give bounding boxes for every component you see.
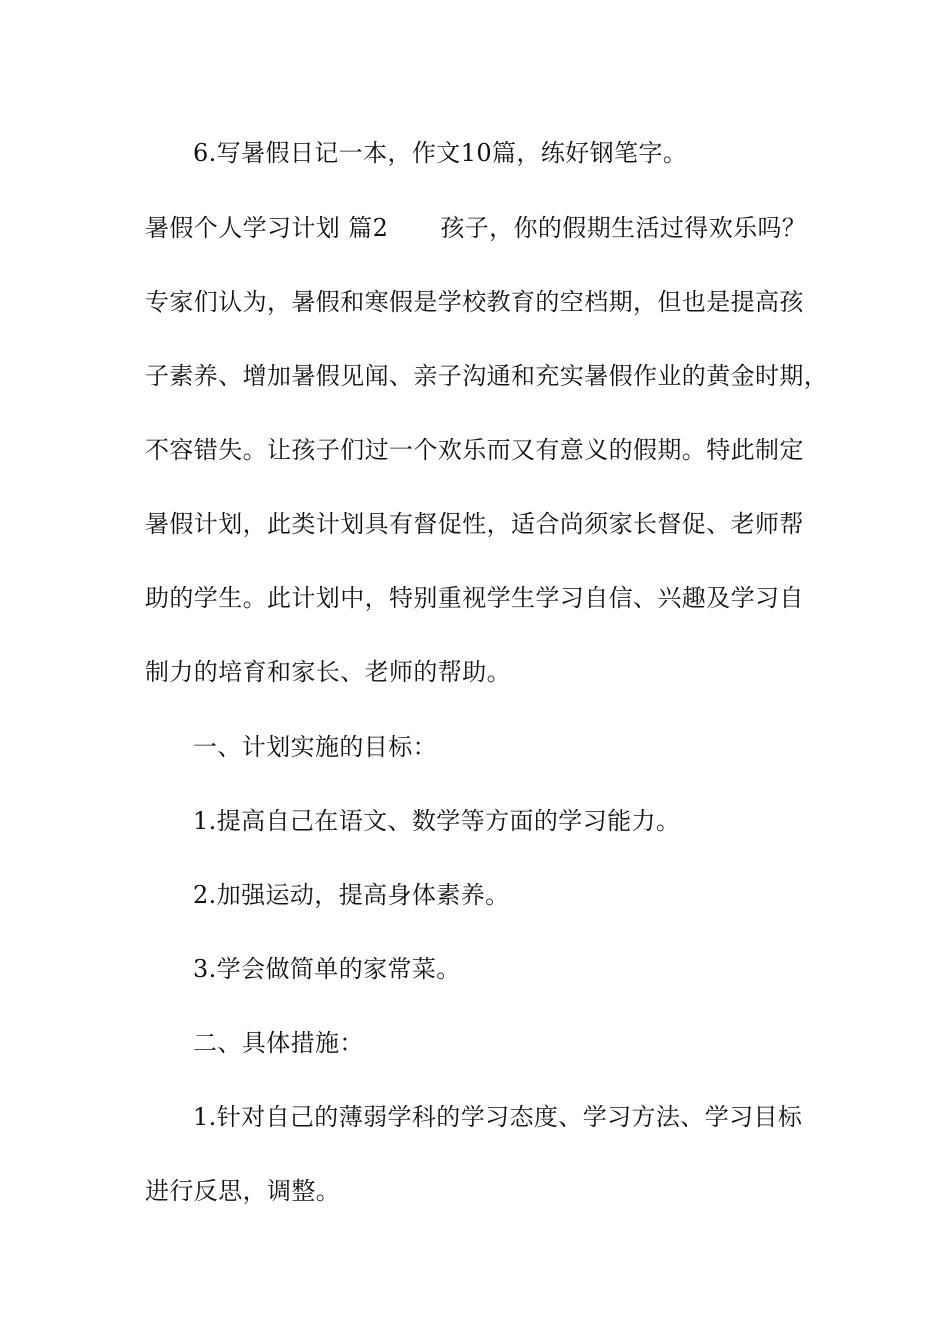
section-heading: 暑假个人学习计划 篇2 [145,214,389,242]
paragraph-line: 进行反思，调整。 [145,1177,341,1205]
list-item: 1.提高自己在语文、数学等方面的学习能力。 [193,807,681,835]
paragraph-line: 助的学生。此计划中，特别重视学生学习自信、兴趣及学习自 [145,584,804,612]
section-heading-line [145,213,806,243]
list-item: 1.针对自己的薄弱学科的学习态度、学习方法、学习目标 [193,1103,803,1131]
list-item: 2.加强运动，提高身体素养。 [193,881,510,909]
paragraph-line: 暑假计划，此类计划具有督促性，适合尚须家长督促、老师帮 [145,510,804,538]
subheading-line: 一、计划实施的目标： [193,733,437,761]
paragraph-line: 孩子，你的假期生活过得欢乐吗？ [440,214,807,242]
paragraph-line: 不容错失。让孩子们过一个欢乐而又有意义的假期。特此制定 [145,436,804,464]
paragraph-line: 制力的培育和家长、老师的帮助。 [145,658,511,686]
paragraph-line: 6.写暑假日记一本，作文10篇，练好钢笔字。 [193,139,688,167]
subheading-line: 二、具体措施： [193,1029,364,1057]
list-item: 3.学会做简单的家常菜。 [193,955,461,983]
paragraph-line: 专家们认为，暑假和寒假是学校教育的空档期，但也是提高孩 [145,288,804,316]
paragraph-line: 子素养、增加暑假见闻、亲子沟通和充实暑假作业的黄金时期， [145,362,829,390]
